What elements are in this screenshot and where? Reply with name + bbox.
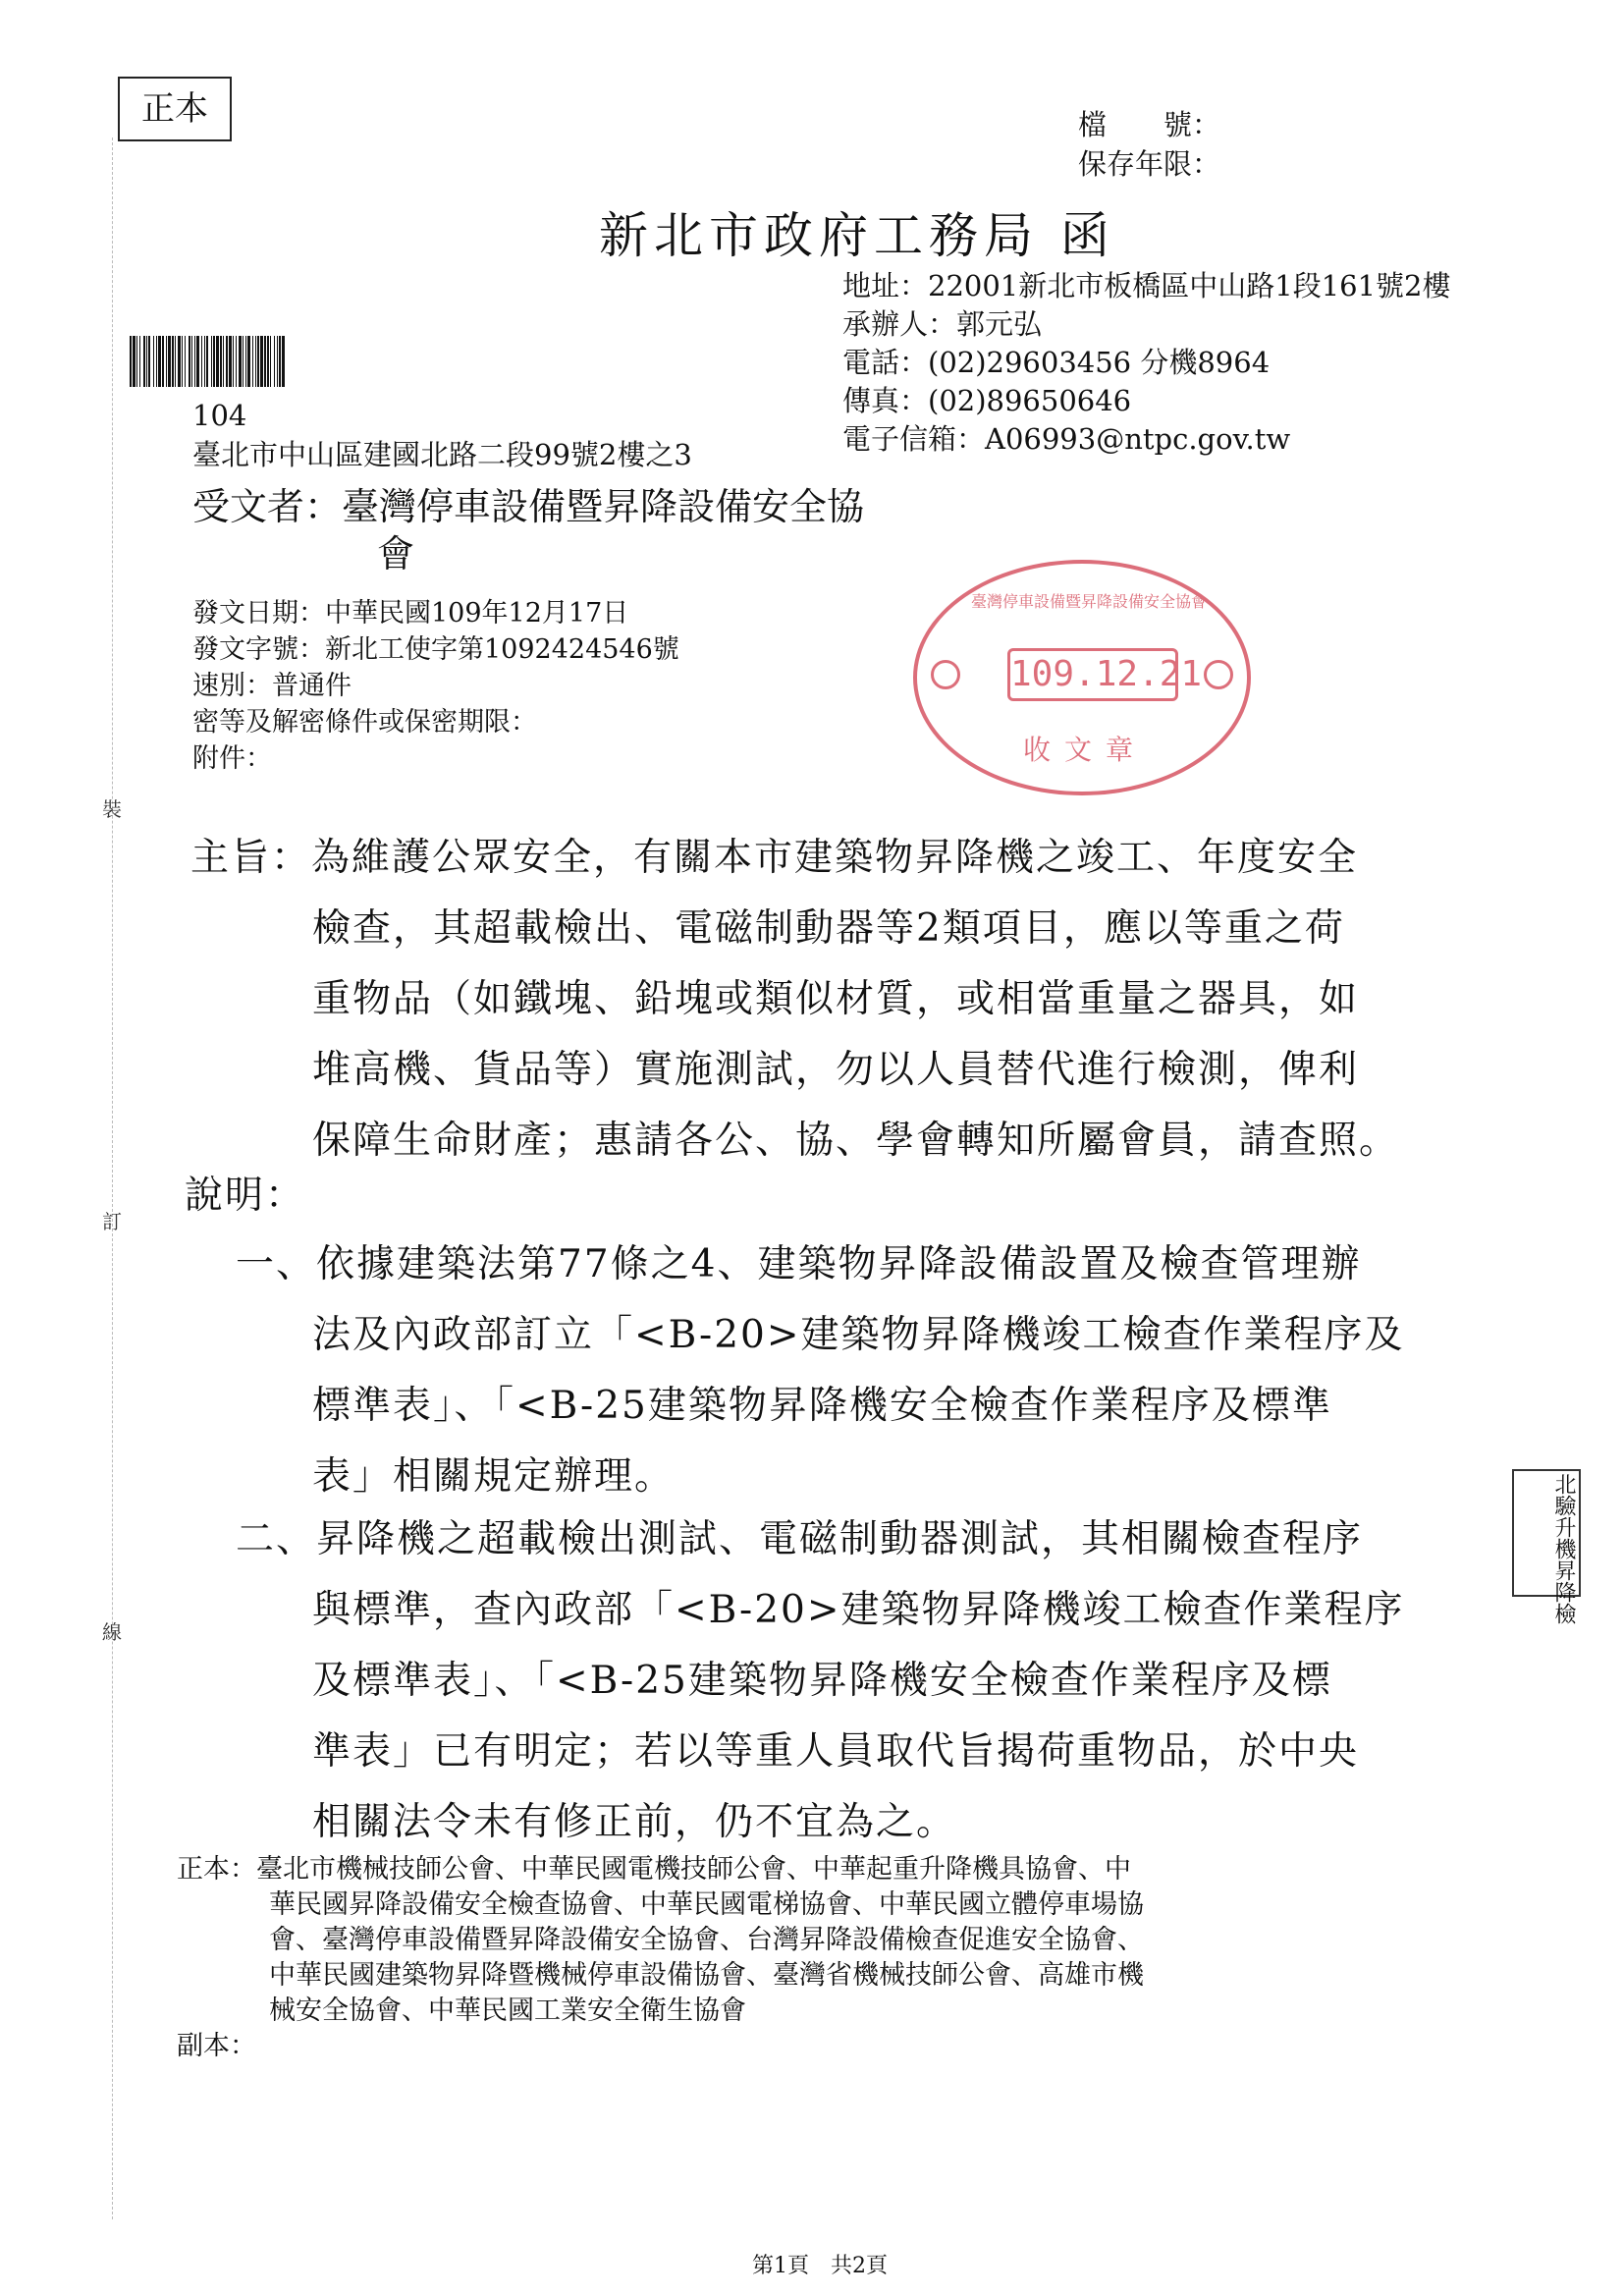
stamp-date: 109.12.21 — [1007, 648, 1178, 701]
issue-date: 發文日期：中華民國109年12月17日 — [192, 598, 629, 629]
contact-phone: 電話：(02)29603456 分機8964 — [842, 346, 1271, 379]
contact-email: 電子信箱：A06993@ntpc.gov.tw — [842, 422, 1291, 456]
recipient-address: 臺北市中山區建國北路二段99號2樓之3 — [192, 438, 692, 471]
recipient-block — [192, 483, 864, 577]
explanation-line: 一、依據建築法第77條之4、建築物昇降設備設置及檢查管理辦 — [236, 1242, 1362, 1286]
explanation-item-2 — [236, 1504, 1405, 1858]
retention-label: 保存年限： — [1078, 147, 1221, 181]
issue-secrecy: 密等及解密條件或保密期限： — [192, 707, 537, 738]
binding-mark-bottom: 線 — [102, 1620, 122, 1644]
binding-line — [112, 137, 113, 2219]
recipient-line-2: 會 — [377, 532, 415, 575]
issue-details — [192, 595, 679, 777]
explanation-line: 相關法令未有修正前，仍不宜為之。 — [312, 1800, 957, 1844]
copy-type-box: 正本 — [118, 77, 232, 141]
explanation-line: 二、昇降機之超載檢出測試、電磁制動器測試，其相關檢查程序 — [236, 1517, 1364, 1561]
stamp-arc-text: 臺灣停車設備暨昇降設備安全協會 — [971, 592, 1208, 611]
contact-handler: 承辦人：郭元弘 — [842, 307, 1043, 341]
barcode-bar — [285, 336, 286, 387]
distribution-line: 華民國昇降設備安全檢查協會、中華民國電梯協會、中華民國立體停車場協 — [269, 1889, 1144, 1920]
explanation-item-1 — [236, 1230, 1405, 1512]
binding-mark-top: 裝 — [102, 797, 122, 821]
postal-code: 104 — [192, 399, 247, 432]
contact-address: 地址：22001新北市板橋區中山路1段161號2樓 — [842, 269, 1451, 302]
distribution-line: 械安全協會、中華民國工業安全衛生協會 — [269, 1995, 746, 2026]
received-stamp — [913, 560, 1251, 795]
file-number-label: 檔 號： — [1078, 108, 1221, 141]
explanation-line: 準表」已有明定；若以等重人員取代旨揭荷重物品，於中央 — [312, 1729, 1360, 1774]
explanation-line: 法及內政部訂立「<B-20>建築物昇降機竣工檢查作業程序及 — [312, 1313, 1405, 1357]
binding-mark-middle: 訂 — [102, 1210, 122, 1233]
stamp-flower-icon — [1204, 660, 1233, 689]
distribution-line: 中華民國建築物昇降暨機械停車設備協會、臺灣省機械技師公會、高雄市機 — [269, 1960, 1144, 1991]
explanation-line: 標準表」、「<B-25建築物昇降機安全檢查作業程序及標準 — [312, 1384, 1332, 1428]
subject-line: 保障生命財產；惠請各公、協、學會轉知所屬會員，請查照。 — [312, 1119, 1400, 1163]
contact-fax: 傳真：(02)89650646 — [842, 384, 1132, 417]
stamp-flower-icon — [931, 660, 960, 689]
explanation-line: 表」相關規定辦理。 — [312, 1454, 676, 1499]
subject-line: 主旨：為維護公眾安全，有關本市建築物昇降機之竣工、年度安全 — [190, 836, 1359, 880]
subject-line: 重物品（如鐵塊、鉛塊或類似材質，或相當重量之器具，如 — [312, 977, 1360, 1021]
document-title: 新北市政府工務局 函 — [599, 207, 1115, 264]
barcode — [130, 336, 505, 387]
subject-line: 堆高機、貨品等）實施測試，勿以人員替代進行檢測，俾利 — [312, 1048, 1360, 1092]
explanation-line: 與標準，查內政部「<B-20>建築物昇降機竣工檢查作業程序 — [312, 1588, 1405, 1632]
distribution-block — [177, 1852, 1144, 2064]
cc-label: 副本： — [177, 2031, 256, 2061]
issue-speed: 速別：普通件 — [192, 671, 352, 701]
explanation-label: 說明： — [185, 1174, 306, 1218]
subject-block — [190, 823, 1399, 1176]
contact-block — [842, 267, 1451, 459]
recipient-line-1: 受文者：臺灣停車設備暨昇降設備安全協 — [192, 485, 865, 528]
subject-line: 檢查，其超載檢出、電磁制動器等2類項目，應以等重之荷 — [312, 906, 1345, 951]
issue-attachment: 附件： — [192, 743, 272, 774]
issue-number: 發文字號：新北工使字第1092424546號 — [192, 634, 679, 665]
distribution-line: 正本：臺北市機械技師公會、中華民國電機技師公會、中華起重升降機具協會、中 — [177, 1854, 1131, 1885]
explanation-line: 及標準表」、「<B-25建築物昇降機安全檢查作業程序及標 — [312, 1659, 1332, 1703]
page-number: 第1頁 共2頁 — [752, 2254, 888, 2278]
distribution-line: 會、臺灣停車設備暨昇降設備安全協會、台灣昇降設備檢查促進安全協會、 — [269, 1925, 1144, 1955]
stamp-bottom-text: 收文章 — [1022, 734, 1147, 766]
side-seal: 北驗升機昇降檢 — [1512, 1469, 1581, 1597]
